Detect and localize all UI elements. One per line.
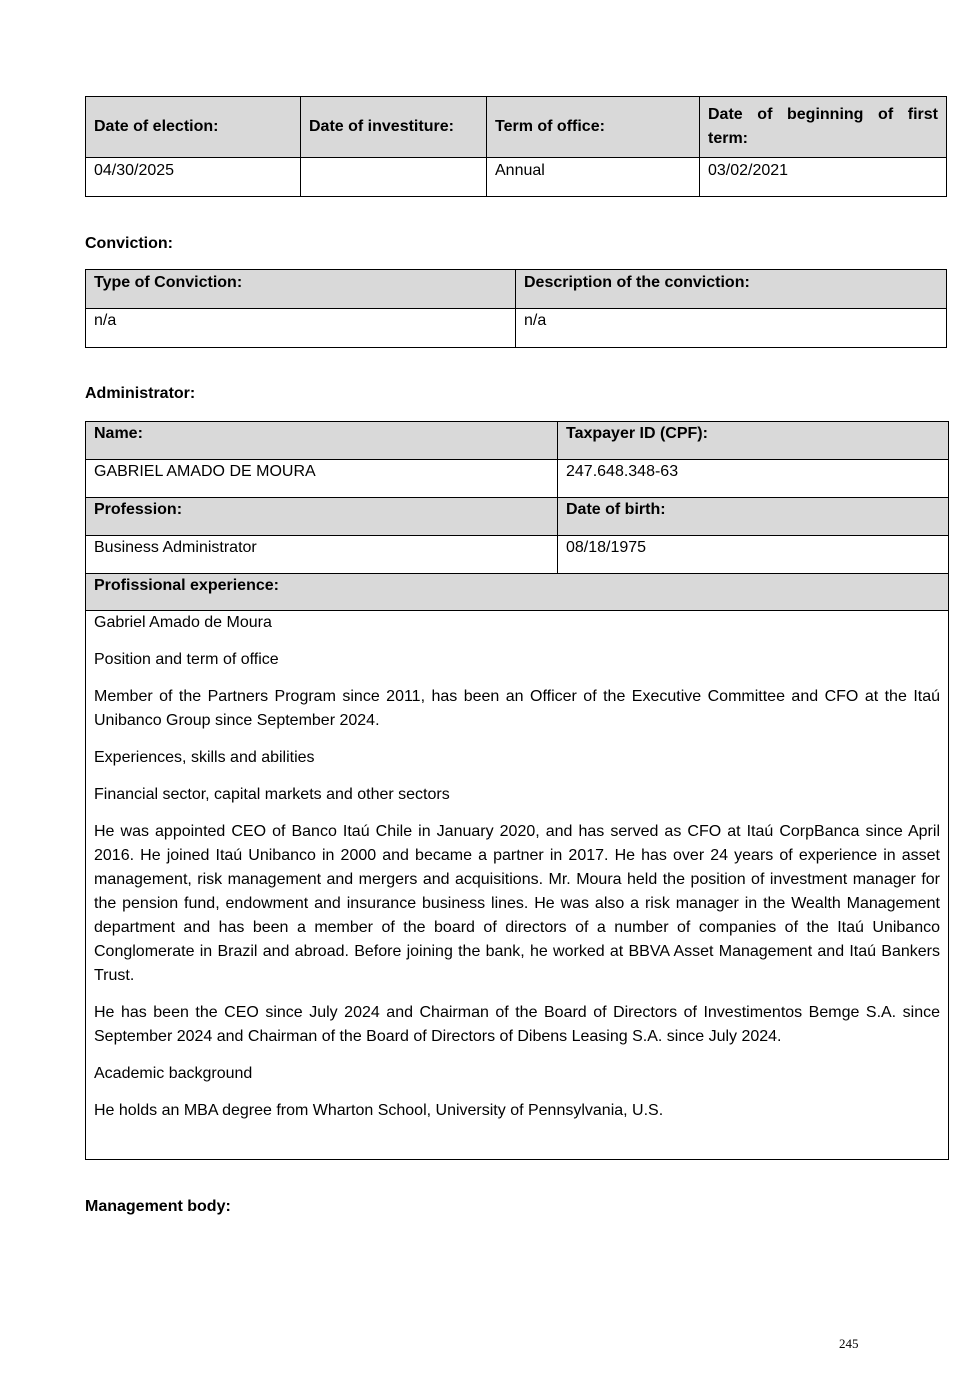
experience-paragraph: Position and term of office bbox=[94, 651, 279, 668]
experience-paragraph: Gabriel Amado de Moura bbox=[94, 614, 272, 631]
experience-paragraph: He holds an MBA degree from Wharton School, University of Pennsylvania, U.S. bbox=[94, 1102, 664, 1119]
administrator-heading: Administrator: bbox=[85, 385, 196, 402]
investiture-date-header: Date of investiture: bbox=[301, 97, 487, 158]
conviction-heading: Conviction: bbox=[85, 235, 173, 252]
profession-header: Profession: bbox=[86, 498, 558, 536]
first-term-date-header: Date of beginning of first term: bbox=[700, 97, 947, 158]
name-value: GABRIEL AMADO DE MOURA bbox=[86, 460, 558, 498]
page-number: 245 bbox=[839, 1336, 859, 1351]
term-table bbox=[85, 96, 947, 197]
management-body-heading: Management body: bbox=[85, 1198, 231, 1215]
experience-cell bbox=[86, 611, 949, 1160]
administrator-table bbox=[85, 421, 949, 1160]
dob-value: 08/18/1975 bbox=[558, 536, 949, 574]
name-header: Name: bbox=[86, 422, 558, 460]
conviction-type-value: n/a bbox=[86, 309, 516, 348]
term-of-office-value: Annual bbox=[487, 158, 700, 197]
profession-value: Business Administrator bbox=[86, 536, 558, 574]
conviction-description-value: n/a bbox=[516, 309, 947, 348]
investiture-date-value bbox=[301, 158, 487, 197]
experience-paragraph: Academic background bbox=[94, 1065, 253, 1082]
election-date-value: 04/30/2025 bbox=[86, 158, 301, 197]
experience-paragraph: Member of the Partners Program since 2011, has been an Officer of the Executive Committee and CFO at the Itaú Unibanco Group since September 2024. bbox=[94, 688, 940, 729]
conviction-description-header: Description of the conviction: bbox=[516, 270, 947, 309]
dob-header: Date of birth: bbox=[558, 498, 949, 536]
term-of-office-header: Term of office: bbox=[487, 97, 700, 158]
experience-paragraph: He was appointed CEO of Banco Itaú Chile in January 2020, and has served as CFO at Itaú CorpBanca since April 2016. He joined Itaú Unibanco in 2000 and became a partner in 2017. He has over 24 years of experience in asset management, risk management and mergers and acquisitions. Mr. Moura held the position of investment manager for the pension fund, endowment and insurance business lines. He was also a risk manager in the Wealth Management department and has been a member of the board of directors of a number of companies of the Itaú Unibanco Conglomerate in Brazil and abroad. Before joining the bank, he worked at BBVA Asset Management and Itaú Bankers Trust. bbox=[94, 823, 940, 984]
experience-paragraph: Financial sector, capital markets and other sectors bbox=[94, 786, 450, 803]
experience-paragraph: He has been the CEO since July 2024 and Chairman of the Board of Directors of Investimentos Bemge S.A. since September 2024 and Chairman of the Board of Directors of Dibens Leasing S.A. since July 2024. bbox=[94, 1004, 940, 1045]
experience-paragraph: Experiences, skills and abilities bbox=[94, 749, 315, 766]
conviction-table bbox=[85, 269, 947, 348]
first-term-date-value: 03/02/2021 bbox=[700, 158, 947, 197]
cpf-header: Taxpayer ID (CPF): bbox=[558, 422, 949, 460]
conviction-type-header: Type of Conviction: bbox=[86, 270, 516, 309]
cpf-value: 247.648.348-63 bbox=[558, 460, 949, 498]
election-date-header: Date of election: bbox=[86, 97, 301, 158]
experience-header: Profissional experience: bbox=[86, 574, 949, 611]
